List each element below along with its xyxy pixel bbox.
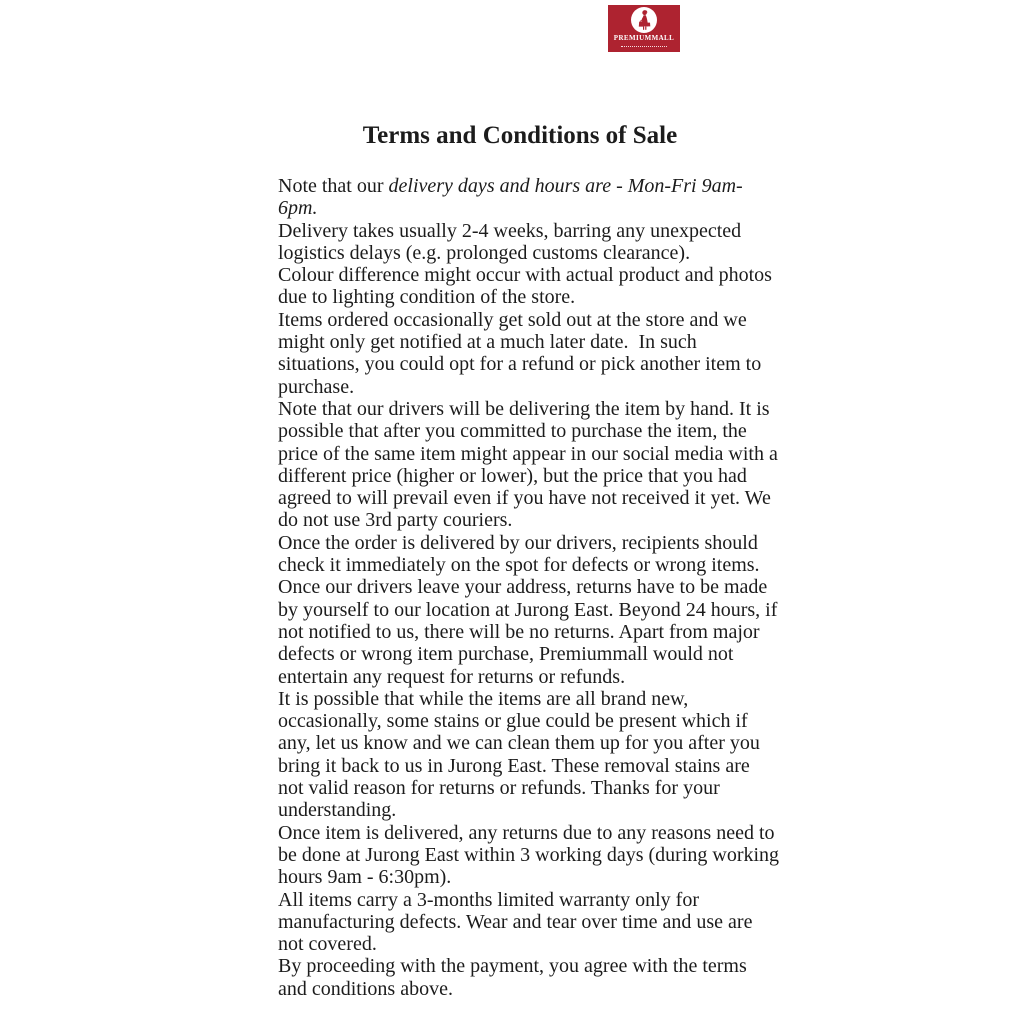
text-segment: Once the order is delivered by our drivers, recipients should: [278, 531, 758, 554]
text-segment: situations, you could opt for a refund or pick another item to: [278, 353, 762, 376]
text-segment: not notified to us, there will be no returns. Apart from major: [278, 620, 760, 643]
text-segment: entertain any request for returns or refunds.: [278, 665, 626, 688]
logo-circle: [631, 7, 657, 33]
text-line: [278, 777, 762, 799]
text-segment: not covered.: [278, 933, 377, 956]
text-segment: Colour difference might occur with actual product and photos: [278, 264, 772, 287]
text-segment: any, let us know and we can clean them up for you after you: [278, 732, 760, 755]
text-segment: hours 9am - 6:30pm).: [278, 866, 452, 889]
text-segment: possible that after you committed to purchase the item, the: [278, 420, 747, 443]
logo-tagline: [621, 46, 667, 47]
text-line: [278, 242, 762, 264]
text-segment: price of the same item might appear in our social media with a: [278, 442, 778, 465]
text-line: [278, 688, 762, 710]
text-segment: All items carry a 3-months limited warranty only for: [278, 888, 700, 911]
text-segment: Once our drivers leave your address, returns have to be made: [278, 576, 768, 599]
text-line: [278, 442, 778, 465]
text-segment: by yourself to our location at Jurong East. Beyond 24 hours, if: [278, 598, 778, 621]
text-segment: Items ordered occasionally get sold out at the store and we: [278, 308, 747, 331]
text-segment: be done at Jurong East within 3 working days (during working: [278, 843, 780, 866]
text-line: [278, 866, 762, 888]
text-line: [278, 643, 762, 665]
text-line: [278, 821, 775, 844]
text-line: [278, 911, 762, 933]
text-segment: manufacturing defects. Wear and tear over time and use are: [278, 910, 753, 933]
text-line: [278, 799, 762, 821]
text-line: [278, 710, 762, 732]
text-segment: bring it back to us in Jurong East. These removal stains are: [278, 754, 750, 777]
text-line: [278, 397, 770, 420]
text-segment: agreed to will prevail even if you have not received it yet. We: [278, 487, 771, 510]
text-line: [278, 666, 762, 688]
text-segment: Note that our drivers will be delivering the item by hand. It is: [278, 397, 770, 420]
text-line: [278, 755, 762, 777]
text-line: [278, 175, 762, 197]
text-line: [278, 264, 772, 287]
text-line: [278, 286, 762, 308]
text-line: [278, 509, 762, 531]
text-line: [278, 197, 762, 219]
terms-body: [278, 175, 780, 1000]
text-line: [278, 843, 780, 866]
text-line: [278, 220, 762, 242]
text-segment: Once item is delivered, any returns due to any reasons need to: [278, 821, 775, 844]
text-segment: different price (higher or lower), but the price that you had: [278, 464, 747, 487]
text-line: [278, 933, 762, 955]
text-line: [278, 554, 762, 576]
text-segment: due to lighting condition of the store.: [278, 286, 576, 309]
text-segment: Delivery takes usually 2-4 weeks, barring any unexpected: [278, 219, 742, 242]
text-segment: not valid reason for returns or refunds. Thanks for your: [278, 777, 720, 800]
text-segment: do not use 3rd party couriers.: [278, 509, 513, 532]
text-segment: understanding.: [278, 799, 397, 822]
text-line: [278, 955, 762, 977]
text-segment: purchase.: [278, 375, 355, 398]
page-title: Terms and Conditions of Sale: [362, 122, 678, 149]
text-line: [278, 598, 778, 621]
text-line: [278, 621, 762, 643]
text-line: [278, 732, 762, 754]
text-segment: Note that our: [278, 175, 389, 197]
text-segment: occasionally, some stains or glue could be present which if: [278, 710, 748, 733]
text-line: [278, 376, 762, 398]
text-line: [278, 331, 762, 353]
logo-brand-text: PREMIUMMALL: [613, 34, 675, 42]
italic-text-segment: delivery days and hours are - Mon-Fri 9am-: [388, 175, 743, 197]
text-line: [278, 420, 762, 442]
text-line: [278, 532, 762, 554]
text-segment: It is possible that while the items are all brand new,: [278, 687, 689, 710]
text-line: [278, 353, 762, 375]
text-segment: and conditions above.: [278, 977, 453, 1000]
premiummall-logo: [608, 5, 680, 52]
text-line: [278, 309, 762, 331]
text-line: [278, 576, 768, 599]
text-line: [278, 978, 762, 1000]
terms-document: [278, 121, 780, 1000]
text-line: [278, 465, 762, 487]
italic-text-segment: 6pm.: [278, 197, 318, 220]
text-segment: might only get notified at a much later date. In such: [278, 331, 697, 354]
text-line: [278, 889, 762, 911]
text-segment: logistics delays (e.g. prolonged customs clearance).: [278, 241, 691, 264]
text-segment: defects or wrong item purchase, Premiummall would not: [278, 643, 734, 666]
text-segment: By proceeding with the payment, you agree with the terms: [278, 955, 747, 978]
text-line: [278, 487, 771, 510]
shopper-woman-icon: [631, 7, 657, 33]
text-segment: check it immediately on the spot for defects or wrong items.: [278, 554, 760, 577]
